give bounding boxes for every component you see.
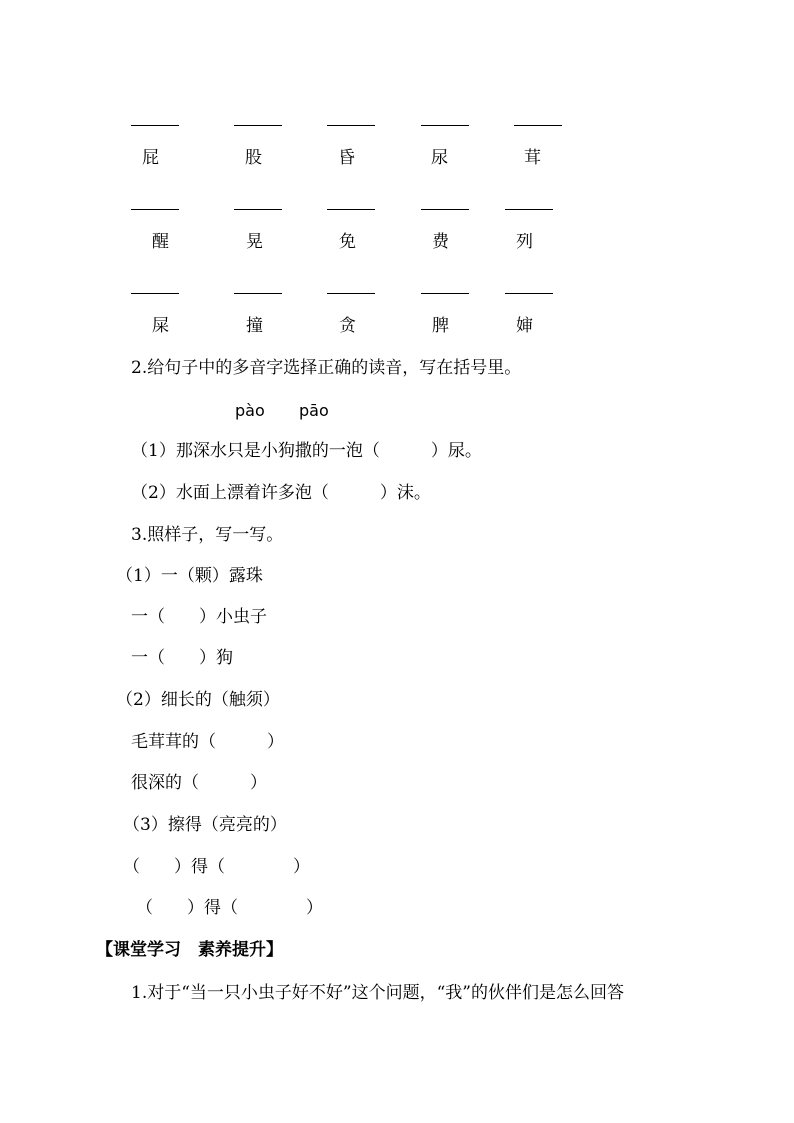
character: 股 <box>245 148 262 168</box>
pinyin-blank[interactable] <box>131 293 179 294</box>
pinyin-option: pāo <box>299 401 329 420</box>
pinyin-blank[interactable] <box>234 125 282 126</box>
character: 茸 <box>524 148 541 168</box>
example-3: （3）擦得（亮亮的） <box>123 815 287 835</box>
character: 列 <box>516 232 533 252</box>
pinyin-blank[interactable] <box>421 293 469 294</box>
pinyin-blank[interactable] <box>421 209 469 210</box>
character: 撞 <box>246 316 263 336</box>
pinyin-blank[interactable] <box>234 293 282 294</box>
exercise-3a: （ ）得（ ） <box>123 857 310 877</box>
question-2-item-1: （1）那深水只是小狗撒的一泡（ ）尿。 <box>131 441 482 461</box>
exercise-1a: 一（ ）小虫子 <box>131 607 267 627</box>
pinyin-blank[interactable] <box>505 293 553 294</box>
pinyin-option: pào <box>235 401 265 420</box>
character: 昏 <box>338 148 355 168</box>
character: 晃 <box>246 232 263 252</box>
section-question-1: 1.对于“当一只小虫子好不好”这个问题，“我”的伙伴们是怎么回答 <box>131 983 624 1003</box>
character: 醒 <box>152 232 169 252</box>
question-2-title: 2.给句子中的多音字选择正确的读音，写在括号里。 <box>131 358 522 378</box>
character: 婶 <box>516 316 533 336</box>
pinyin-blank[interactable] <box>327 209 375 210</box>
pinyin-blank[interactable] <box>505 209 553 210</box>
exercise-3b: （ ）得（ ） <box>136 898 323 918</box>
example-1: （1）一（颗）露珠 <box>116 566 263 586</box>
character: 免 <box>339 232 356 252</box>
question-2-item-2: （2）水面上漂着许多泡（ ）沫。 <box>131 483 431 503</box>
character: 脾 <box>432 316 449 336</box>
section-heading: 【课堂学习 素养提升】 <box>96 940 283 960</box>
exercise-1b: 一（ ）狗 <box>131 648 233 668</box>
character: 费 <box>432 232 449 252</box>
example-2: （2）细长的（触须） <box>116 690 280 710</box>
pinyin-blank[interactable] <box>131 209 179 210</box>
pinyin-blank[interactable] <box>234 209 282 210</box>
pinyin-blank[interactable] <box>327 293 375 294</box>
pinyin-blank[interactable] <box>131 125 179 126</box>
character: 屎 <box>152 316 169 336</box>
question-3-title: 3.照样子，写一写。 <box>131 525 284 545</box>
exercise-2a: 毛茸茸的（ ） <box>131 732 284 752</box>
pinyin-blank[interactable] <box>514 125 562 126</box>
character: 尿 <box>431 148 448 168</box>
exercise-2b: 很深的（ ） <box>131 773 267 793</box>
pinyin-blank[interactable] <box>327 125 375 126</box>
character: 屁 <box>142 148 159 168</box>
pinyin-blank[interactable] <box>421 125 469 126</box>
character: 贪 <box>339 316 356 336</box>
